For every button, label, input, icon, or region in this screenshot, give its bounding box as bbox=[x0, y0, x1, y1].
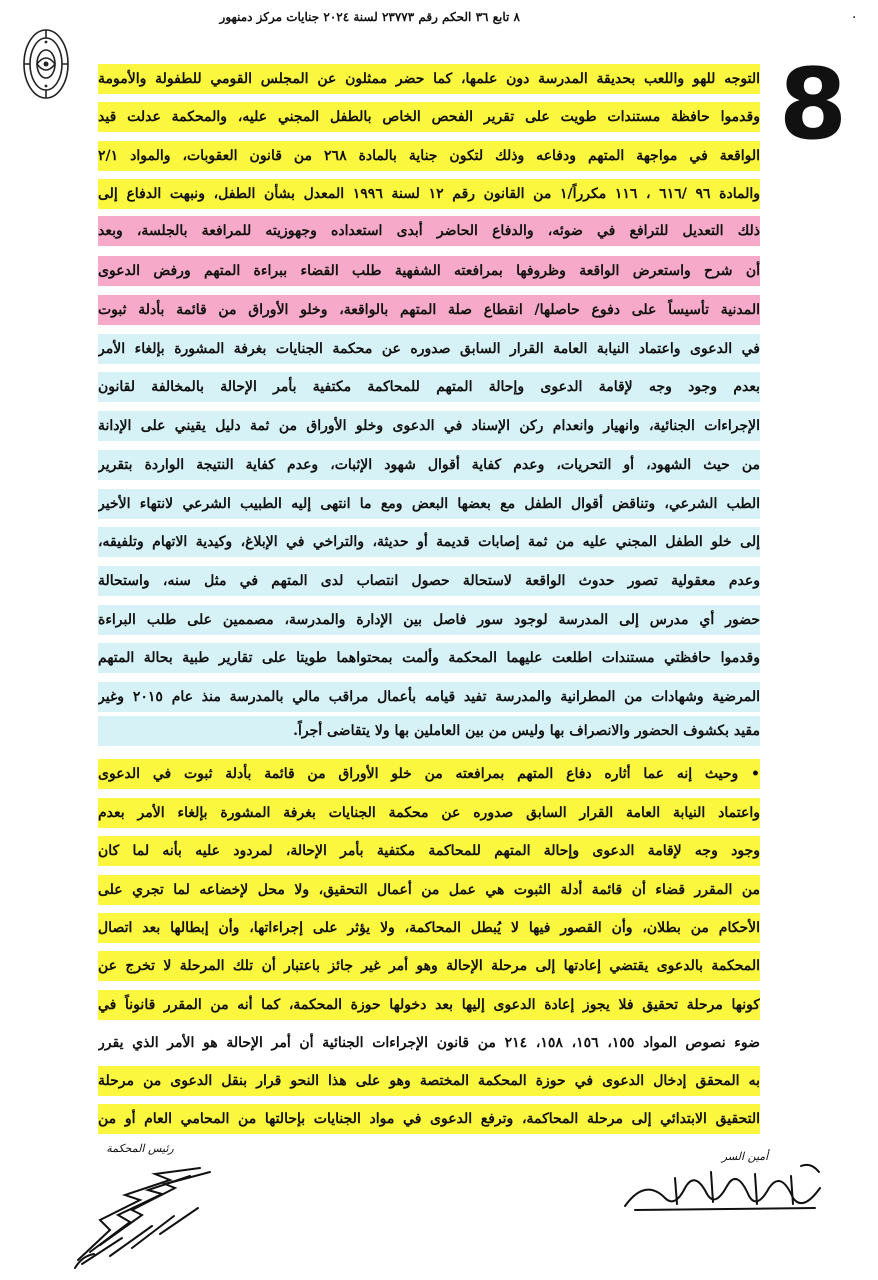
text-line: التوجه للهو واللعب بحديقة المدرسة دون علمها، كما حضر ممثلون عن المجلس القومي للطفولة والأمومة bbox=[98, 64, 760, 94]
text-line: من المقرر قضاء أن قائمة أدلة الثبوت هي عمل من أعمال التحقيق، ولا محل لإخضاعه لما تجري على bbox=[98, 875, 760, 905]
judge-signature-label: رئيس المحكمة bbox=[106, 1142, 174, 1155]
text-line: أن شرح واستعرض الواقعة وظروفها بمرافعته الشفهية طلب القضاء ببراءة المتهم ورفض الدعوى bbox=[98, 256, 760, 286]
text-line: ذلك التعديل للترافع في ضوئه، والدفاع الحاضر أبدى استعداده وجهوزيته للمرافعة بالجلسة، وبعد bbox=[98, 216, 760, 246]
text-line: الطب الشرعي، وتناقض أقوال الطفل مع بعضها البعض ومع ما انتهى إليه الطبيب الشرعي لانتهاء الأخير bbox=[98, 489, 760, 519]
text-line: مقيد بكشوف الحضور والانصراف بها وليس من بين العاملين بها ولا يتقاضى أجراً. bbox=[98, 716, 760, 746]
text-line: الأحكام من بطلان، وأن القصور فيها لا يُبطل المحاكمة، ولا يؤثر على إجراءاتها، وأن إبطالها بعد اتصال bbox=[98, 913, 760, 943]
text-line: الواقعة في مواجهة المتهم ودفاعه وذلك لتكون جناية بالمادة ٢٦٨ من قانون العقوبات، والمواد ٢/١ bbox=[98, 141, 760, 171]
text-line: التحقيق الابتدائي إلى مرحلة المحاكمة، وترفع الدعوى في مواد الجنايات بإحالتها من المحامي العام أو من bbox=[98, 1104, 760, 1134]
text-line: والمادة ٩٦ /٦١٦ ، ١١٦ مكرراً/١ من القانون رقم ١٢ لسنة ١٩٩٦ المعدل بشأن الطفل، ونبهت الدفاع إلى bbox=[98, 179, 760, 209]
text-line: من حيث الشهود، أو التحريات، وعدم كفاية أقوال شهود الإثبات، وعدم كفاية النتيجة الواردة بتقرير bbox=[98, 450, 760, 480]
text-line: إلى خلو الطفل المجني عليه من ثمة إصابات قديمة أو حديثة، والتراخي في الإبلاغ، وكيدية الاتهام وتلفيقه، bbox=[98, 527, 760, 557]
text-line: به المحقق إدخال الدعوى في حوزة المحكمة المختصة وهو على هذا النحو قرار بنقل الدعوى من مرحلة bbox=[98, 1066, 760, 1096]
text-line: الإجراءات الجنائية، وانهيار وانعدام ركن الإسناد في الدعوى وخلو الأوراق من ثمة دليل يقيني على الإدانة bbox=[98, 411, 760, 441]
page-header: ٨ تابع ٣٦ الحكم رقم ٢٣٧٧٣ لسنة ٢٠٢٤ جنايات مركز دمنهور bbox=[219, 10, 520, 24]
text-line: • وحيث إنه عما أثاره دفاع المتهم بمرافعته من خلو الأوراق من قائمة بأدلة ثبوت في الدعوى bbox=[98, 759, 760, 789]
text-line: كونها مرحلة تحقيق فلا يجوز إعادة الدعوى إليها بعد دخولها حوزة المحكمة، كما أنه من المقرر قانوناً في bbox=[98, 990, 760, 1020]
corner-mark: · bbox=[852, 10, 857, 26]
text-line: وعدم معقولية تصور حدوث الواقعة لاستحالة حصول انتصاب لدى المتهم في مثل سنه، واستحالة bbox=[98, 566, 760, 596]
text-line: المحكمة بالدعوى يقتضي إعادتها إلى مرحلة الإحالة وهو أمر غير جائز باعتبار أن تلك المرحلة لا تخرج عن bbox=[98, 951, 760, 981]
text-line: وقدموا حافظة مستندات طويت على تقرير الفحص الخاص بالطفل المجني عليه، والمحكمة عدلت قيد bbox=[98, 102, 760, 132]
text-line: واعتماد النيابة العامة القرار السابق صدوره عن محكمة الجنايات بغرفة المشورة بإلغاء الأمر بعدم bbox=[98, 798, 760, 828]
page-number: 8 bbox=[778, 48, 848, 162]
text-line: بعدم وجود وجه لإقامة الدعوى وإحالة المتهم للمحاكمة مكتفية بأمر الإحالة بالمخالفة لقانون bbox=[98, 372, 760, 402]
text-line: المرضية وشهادات من المطرانية والمدرسة تفيد قيامه بأعمال مراقب مالي بالمدرسة منذ عام ٢٠١٥ وغير bbox=[98, 682, 760, 712]
clerk-signature-scribble bbox=[615, 1158, 830, 1218]
text-line: ضوء نصوص المواد ١٥٥، ١٥٦، ١٥٨، ٢١٤ من قانون الإجراءات الجنائية أن أمر الإحالة هو الأمر الذي يقرر bbox=[98, 1035, 760, 1051]
text-line: وجود وجه لإقامة الدعوى وإحالة المتهم للمحاكمة مكتفية بأمر الإحالة، لمردود عليه بأنه لما كان bbox=[98, 836, 760, 866]
text-line: وقدموا حافظتي مستندات اطلعت عليهما المحكمة وألمت بمحتواهما طويتا على تقارير طبية بحالة المتهم bbox=[98, 643, 760, 673]
text-line: حضور أي مدرس إلى المدرسة لوجود سور فاصل بين الإدارة والمدرسة، مصممين على طلب البراءة bbox=[98, 605, 760, 635]
judge-signature-scribble bbox=[70, 1160, 220, 1270]
text-line: المدنية تأسيساً على دفوع حاصلها/ انقطاع صلة المتهم بالواقعة، وخلو الأوراق من قائمة بأدلة ثبوت bbox=[98, 295, 760, 325]
clerk-signature-label: أمين السر bbox=[721, 1150, 769, 1163]
text-line: في الدعوى واعتماد النيابة العامة القرار السابق صدوره عن محكمة الجنايات بغرفة المشورة بإلغاء الأمر bbox=[98, 334, 760, 364]
